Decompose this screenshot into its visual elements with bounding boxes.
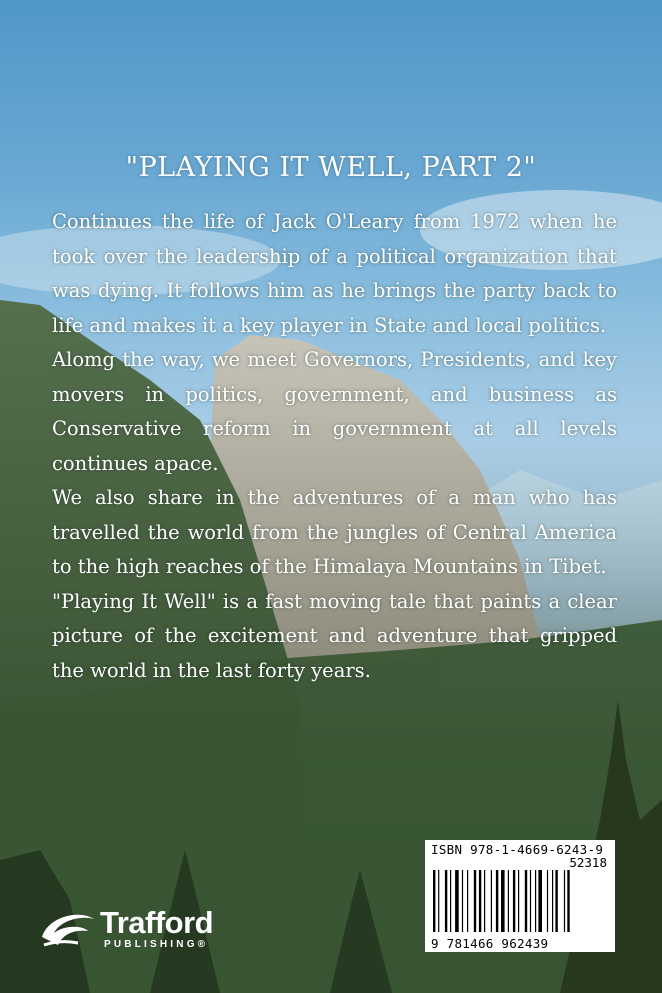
cover-title: "PLAYING IT WELL, PART 2"	[125, 152, 537, 183]
publisher-name: Trafford	[100, 905, 214, 940]
swirl-icon	[38, 907, 98, 951]
blurb-paragraph: We also share in the adventures of a man who has travelled the world from the jungles of Central America to the high reaches of the Himalaya Mountains in Tibet.	[52, 486, 617, 578]
blurb-paragraph: "Playing It Well" is a fast moving tale that paints a clear picture of the excitement and adventure that gripped the world in the last forty years.	[52, 589, 617, 682]
blurb-paragraph: Continues the life of Jack O'Leary from 1972 when he took over the leadership of a political organization that was dying. It follows him as he brings the party back to life and makes it a key player in State and local politics.	[52, 210, 617, 337]
publisher-logo	[38, 905, 268, 955]
blurb-paragraph: Alomg the way, we meet Governors, Presidents, and key movers in politics, government, and business as Conservative reform in government at all levels continues apace.	[52, 348, 617, 475]
cover-blurb	[52, 205, 617, 688]
price-code: 52318	[569, 855, 607, 870]
publisher-subtitle: PUBLISHING®	[104, 939, 209, 950]
isbn-barcode	[425, 840, 615, 952]
barcode-bars	[431, 870, 609, 940]
isbn-number: ISBN 978-1-4669-6243-9	[431, 842, 604, 857]
ean-number: 9 781466 962439	[431, 936, 549, 951]
